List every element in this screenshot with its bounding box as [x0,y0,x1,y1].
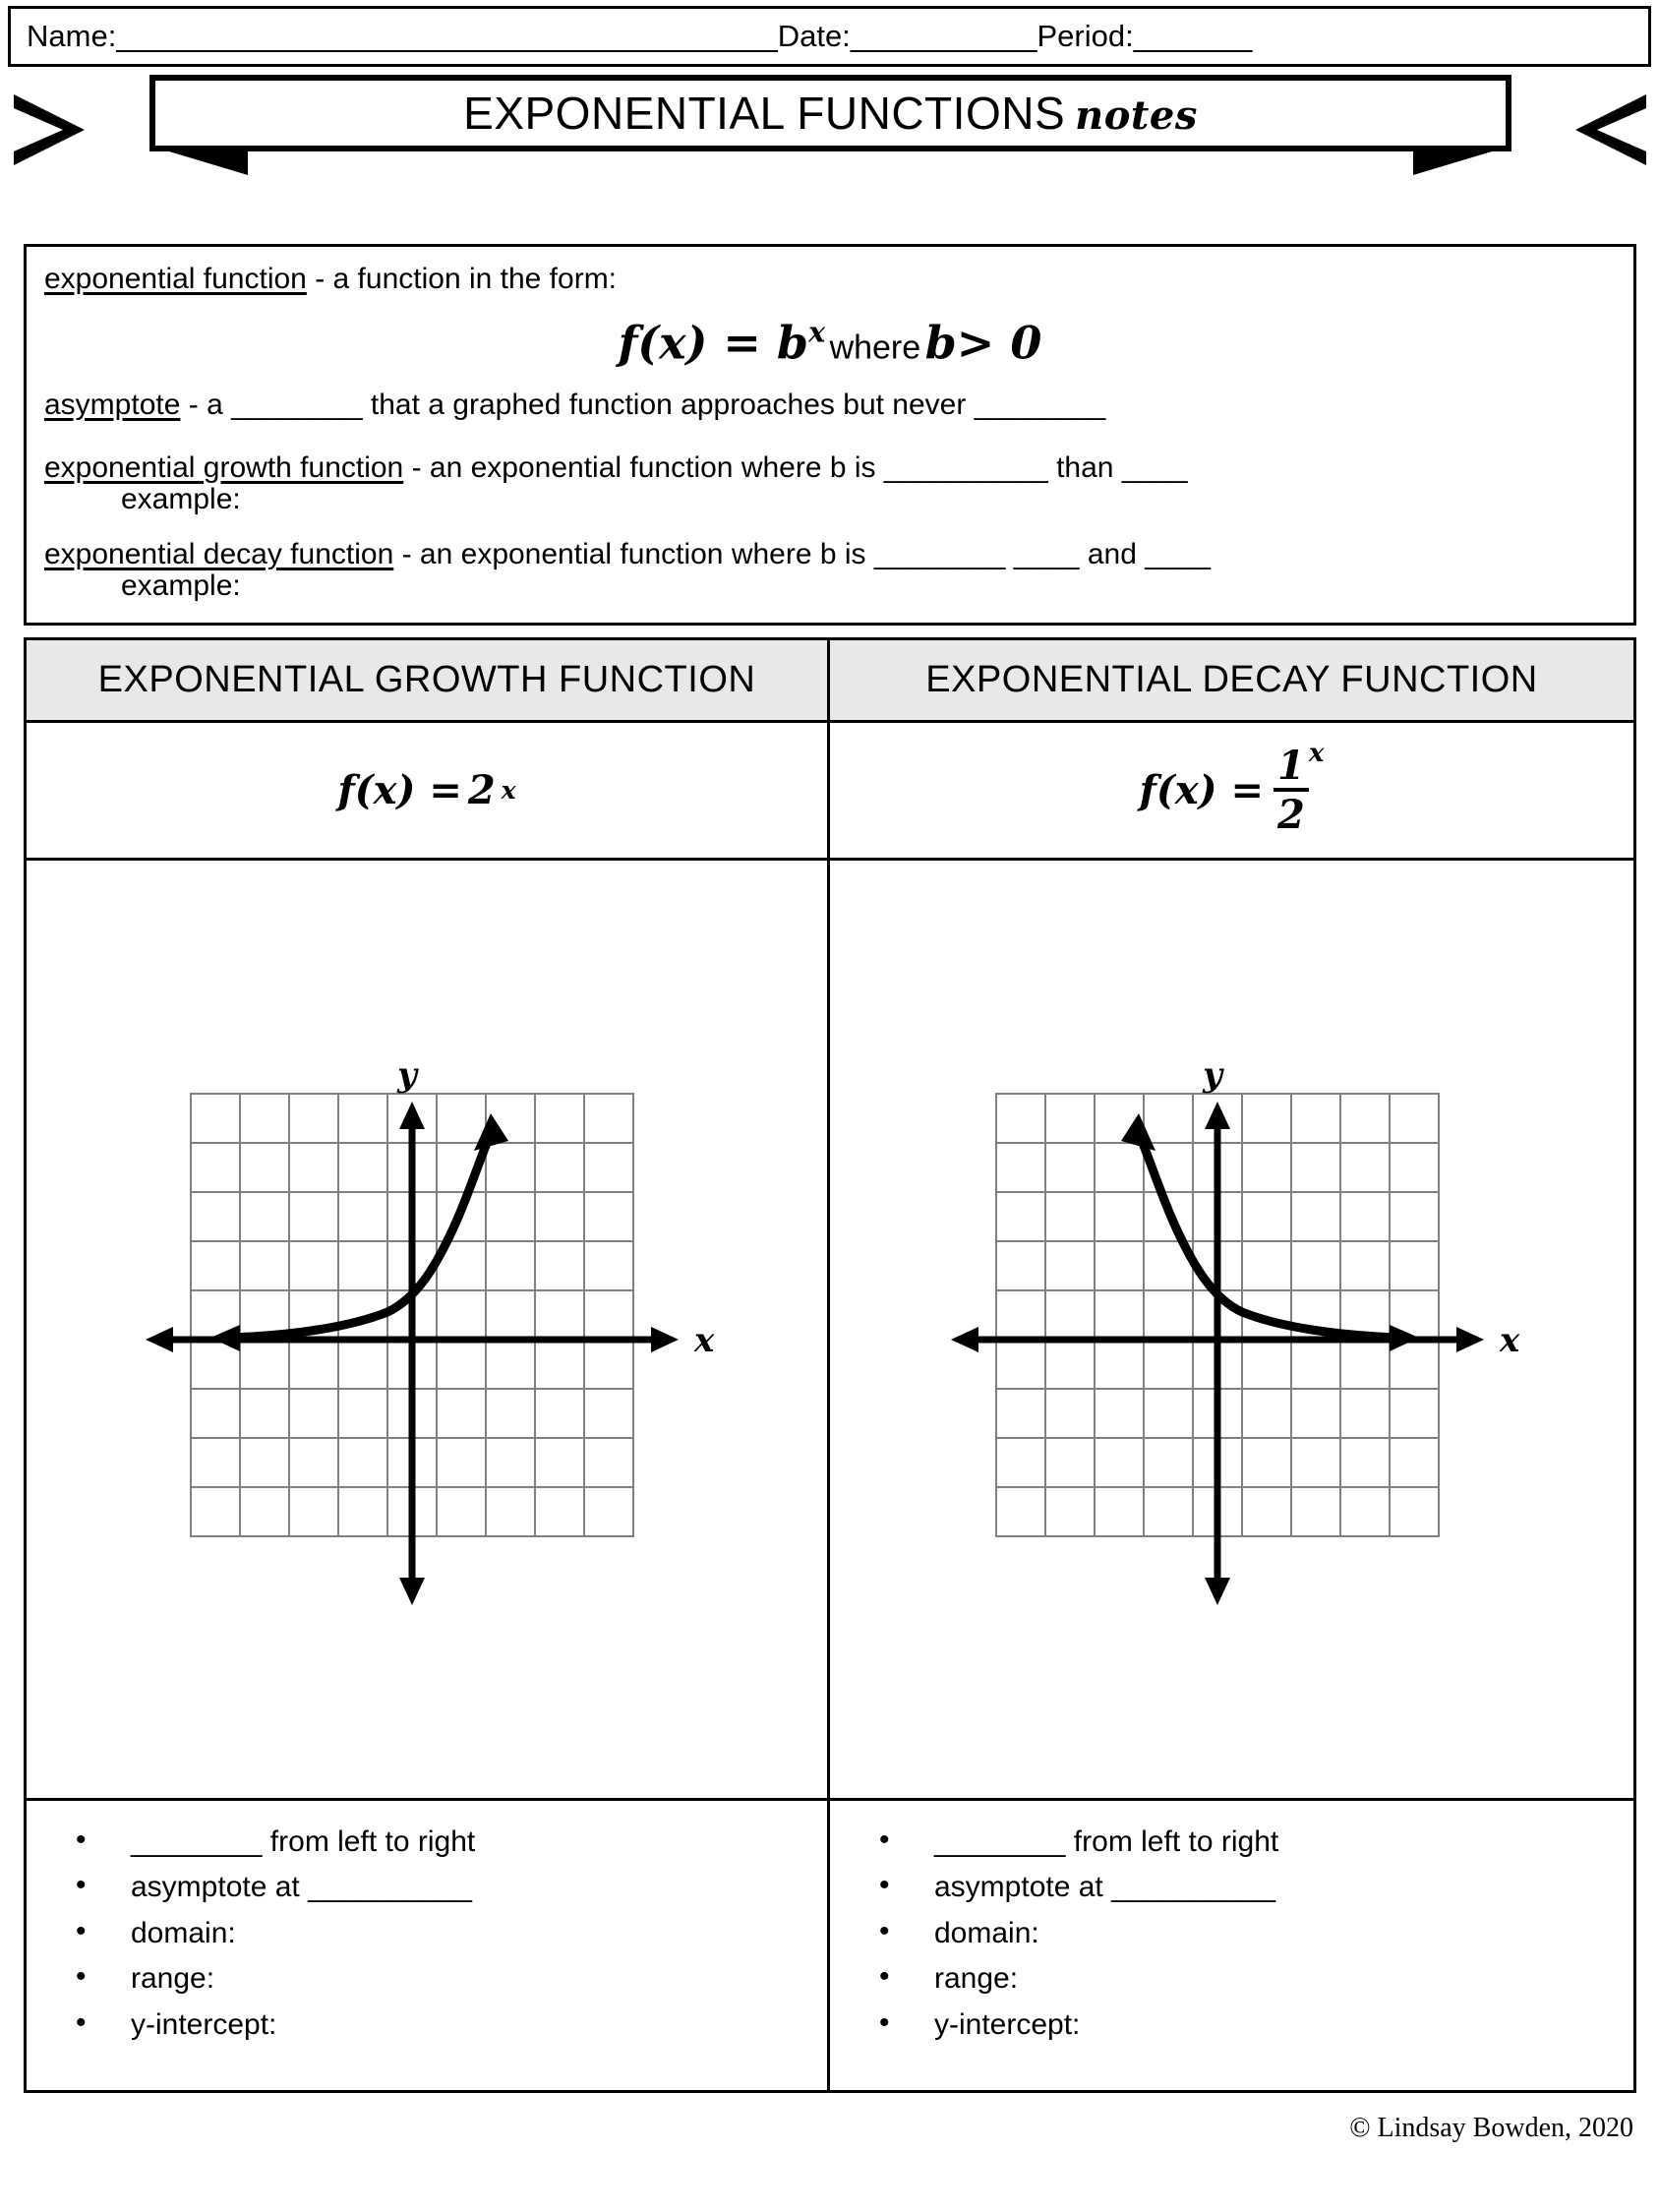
decay-function-graph [918,1054,1547,1605]
decay-example-label: example: [121,569,241,603]
name-label: Name: [27,19,117,53]
list-item[interactable]: • asymptote at __________ [70,1872,475,1903]
date-blank[interactable]: ___________ [850,19,1037,53]
decay-blank-3[interactable]: ____ [1145,538,1211,571]
decay-curve-arrow-up [1121,1113,1155,1151]
period-blank[interactable]: _______ [1133,19,1253,53]
decay-part1: - an exponential function where b is [393,538,874,571]
definition-growth [44,453,1616,483]
growth-formula-base: 2 [467,767,496,813]
decay-blank-1[interactable]: ________ [873,538,1006,571]
decay-y-axis [1205,1102,1230,1605]
banner-box [149,75,1511,151]
growth-decay-comparison-table [24,637,1636,2093]
growth-y-axis [399,1102,425,1605]
header-growth-cell [27,640,830,723]
decay-fraction-numerator: 1 [1274,747,1309,792]
header-decay-label: EXPONENTIAL DECAY FUNCTION [925,659,1538,700]
growth-blank-2[interactable]: ____ [1121,451,1188,485]
list-item[interactable]: • ________ from left to right [70,1826,475,1858]
decay-fraction-denominator: 2 [1277,791,1305,838]
decay-x-axis-label: x [1499,1320,1519,1360]
banner-title [463,88,1198,139]
decay-formula-lhs: f(x) = [1139,767,1264,813]
list-item[interactable]: • y-intercept: [70,2009,475,2041]
list-item[interactable]: • ________ from left to right [873,1826,1278,1858]
definition-decay [44,540,1616,569]
growth-function-graph [112,1054,741,1605]
asymptote-part1: - a [180,389,232,422]
list-item[interactable]: • range: [873,1963,1278,1995]
term-asymptote: asymptote [44,389,181,422]
main-formula-exponent: x [808,316,826,349]
table-header-row [27,640,1633,723]
growth-curve [230,1141,488,1338]
decay-formula-cell [830,723,1633,861]
title-banner [0,75,1659,165]
banner-title-script: notes [1075,92,1198,139]
definitions-box [24,244,1636,626]
asymptote-blank-1[interactable]: ________ [231,389,363,422]
name-blank[interactable]: _______________________________________ [116,19,778,53]
growth-bullets-cell [27,1801,830,2090]
table-formula-row [27,723,1633,861]
decay-bullets-cell [830,1801,1633,2090]
decay-graph-cell [830,861,1633,1801]
decay-fraction-box [1274,742,1309,838]
decay-y-axis-label: y [1202,1054,1222,1095]
growth-blank-1[interactable]: __________ [883,451,1048,485]
main-formula [44,316,1616,369]
banner-title-main: EXPONENTIAL FUNCTIONS [463,88,1066,139]
term-growth-function: exponential growth function [44,451,404,485]
list-item[interactable]: • asymptote at __________ [873,1872,1278,1903]
table-graph-row [27,861,1633,1801]
definition-exponential-function-text: - a function in the form: [306,263,618,295]
definition-exponential-function [44,265,1616,294]
decay-formula [1139,738,1325,838]
growth-formula-exponent: x [501,776,516,805]
term-decay-function: exponential decay function [44,538,394,571]
list-item[interactable]: • y-intercept: [873,2009,1278,2041]
decay-blank-2[interactable]: ____ [1013,538,1080,571]
growth-curve-arrow-left [210,1325,240,1351]
growth-example-label: example: [121,483,241,516]
student-info-bar [8,6,1651,67]
date-label: Date: [777,19,851,53]
growth-bullet-list [70,1826,475,2055]
list-item[interactable]: • domain: [873,1918,1278,1949]
list-item[interactable]: • range: [70,1963,475,1995]
decay-fraction-exponent: x [1308,738,1325,768]
main-formula-condition-rest: > 0 [956,316,1042,370]
growth-formula-lhs: f(x) = [337,767,462,813]
growth-curve-arrow-up [474,1113,508,1151]
copyright-footer: © Lindsay Bowden, 2020 [1349,2113,1633,2143]
growth-formula [338,767,516,813]
main-formula-fx: f(x) = b [618,316,809,370]
decay-part2: and [1079,538,1146,571]
definition-asymptote [44,390,1616,420]
list-item[interactable]: • domain: [70,1918,475,1949]
growth-formula-cell [27,723,830,861]
asymptote-blank-2[interactable]: ________ [974,389,1106,422]
decay-curve-arrow-right [1390,1325,1419,1351]
decay-fraction [1270,738,1325,838]
growth-graph-cell [27,861,830,1801]
asymptote-part2: that a graphed function approaches but never [362,389,975,422]
growth-part2: than [1047,451,1122,485]
main-formula-where: where [829,329,921,367]
growth-part1: - an exponential function where b is [403,451,884,485]
period-label: Period: [1037,19,1134,53]
main-formula-condition-b: b [924,316,957,370]
growth-x-axis-label: x [694,1320,715,1360]
term-exponential-function: exponential function [44,263,307,295]
decay-bullet-list [873,1826,1278,2055]
growth-y-axis-label: y [397,1054,417,1095]
header-growth-label: EXPONENTIAL GROWTH FUNCTION [97,659,756,700]
header-decay-cell [830,640,1633,723]
decay-curve [1142,1141,1399,1338]
table-bullets-row [27,1801,1633,2090]
